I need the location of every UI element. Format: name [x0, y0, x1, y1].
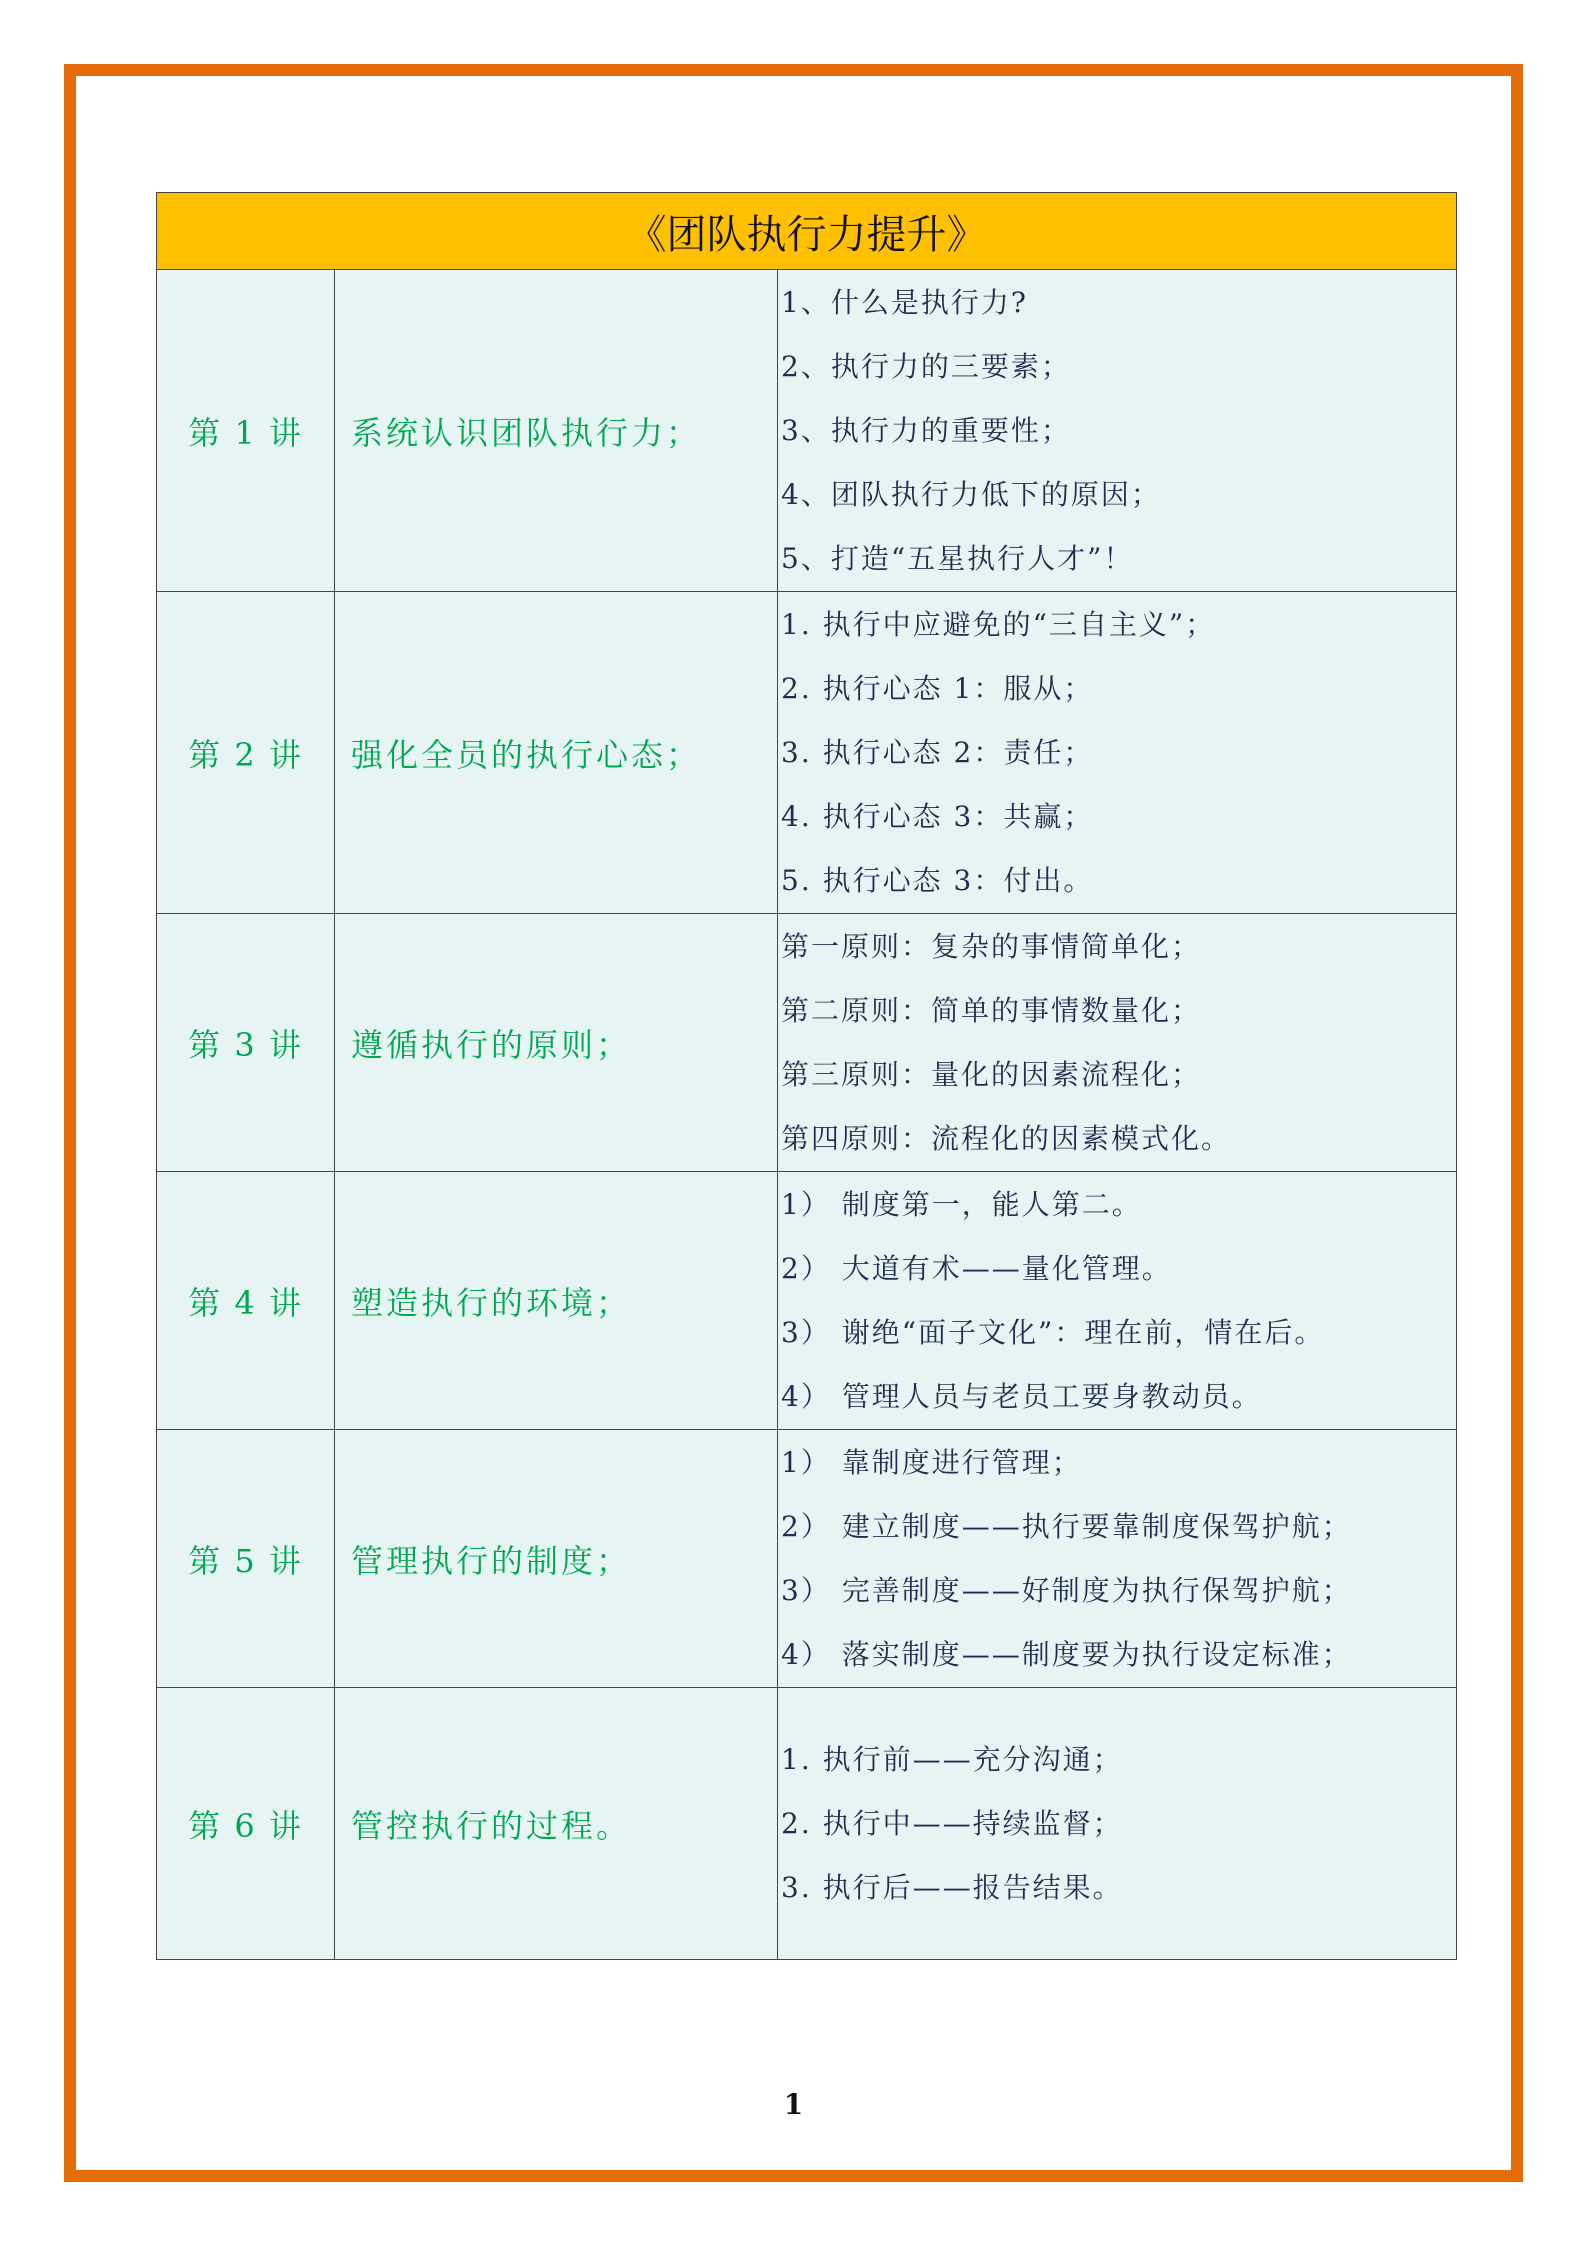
lecture-topic: 管控执行的过程。 [335, 1688, 778, 1960]
points-list [778, 271, 1456, 591]
points-list [778, 1173, 1456, 1429]
point-item: 4. 执行心态 3：共赢； [781, 799, 1094, 833]
lecture-row [157, 1172, 1457, 1430]
point-item: 2. 执行心态 1：服从； [781, 671, 1094, 705]
lecture-row [157, 914, 1457, 1172]
lecture-topic: 管理执行的制度； [335, 1430, 778, 1688]
point-item: 2） 建立制度——执行要靠制度保驾护航； [781, 1509, 1352, 1543]
point-item: 1. 执行前——充分沟通； [781, 1742, 1123, 1776]
lecture-row [157, 1688, 1457, 1960]
lecture-topic: 塑造执行的环境； [335, 1172, 778, 1430]
point-item: 2. 执行中——持续监督； [781, 1806, 1123, 1840]
point-item: 3. 执行后——报告结果。 [781, 1870, 1123, 1904]
course-outline-table [156, 192, 1457, 1960]
point-item: 1. 执行中应避免的“三自主义”； [781, 607, 1216, 641]
lecture-rows [157, 270, 1457, 1960]
lecture-row [157, 592, 1457, 914]
lecture-points [778, 1172, 1457, 1430]
point-item: 1） 制度第一，能人第二。 [781, 1187, 1142, 1221]
lecture-topic: 强化全员的执行心态； [335, 592, 778, 914]
point-item: 2、执行力的三要素； [781, 349, 1071, 383]
lecture-number: 第 4 讲 [157, 1172, 335, 1430]
lecture-number: 第 6 讲 [157, 1688, 335, 1960]
point-item: 3. 执行心态 2：责任； [781, 735, 1094, 769]
lecture-number: 第 3 讲 [157, 914, 335, 1172]
lecture-points [778, 914, 1457, 1172]
points-list [778, 1431, 1456, 1687]
page-number: 1 [783, 2088, 804, 2121]
lecture-row [157, 270, 1457, 592]
lecture-points [778, 592, 1457, 914]
lecture-topic: 遵循执行的原则； [335, 914, 778, 1172]
lecture-topic: 系统认识团队执行力； [335, 270, 778, 592]
lecture-points [778, 1430, 1457, 1688]
lecture-number: 第 5 讲 [157, 1430, 335, 1688]
point-item: 1、什么是执行力? [781, 285, 1028, 319]
point-item: 第二原则：简单的事情数量化； [781, 993, 1202, 1027]
point-item: 4、团队执行力低下的原因； [781, 477, 1161, 511]
point-item: 4） 管理人员与老员工要身教动员。 [781, 1379, 1262, 1413]
lecture-number: 第 1 讲 [157, 270, 335, 592]
title-row [157, 193, 1457, 270]
point-item: 第一原则：复杂的事情简单化； [781, 929, 1202, 963]
document-title: 《团队执行力提升》 [157, 193, 1457, 270]
point-item: 5、打造“五星执行人才”！ [781, 541, 1134, 575]
point-item: 4） 落实制度——制度要为执行设定标准； [781, 1637, 1352, 1671]
point-item: 1） 靠制度进行管理； [781, 1445, 1082, 1479]
point-item: 3） 谢绝“面子文化”：理在前，情在后。 [781, 1315, 1325, 1349]
points-list [778, 593, 1456, 913]
point-item: 5. 执行心态 3：付出。 [781, 863, 1094, 897]
point-item: 第四原则：流程化的因素模式化。 [781, 1121, 1232, 1155]
lecture-row [157, 1430, 1457, 1688]
point-item: 3、执行力的重要性； [781, 413, 1071, 447]
points-list [778, 1728, 1456, 1920]
point-item: 第三原则：量化的因素流程化； [781, 1057, 1202, 1091]
points-list [778, 915, 1456, 1171]
lecture-number: 第 2 讲 [157, 592, 335, 914]
point-item: 2） 大道有术——量化管理。 [781, 1251, 1172, 1285]
lecture-points [778, 270, 1457, 592]
lecture-points [778, 1688, 1457, 1960]
point-item: 3） 完善制度——好制度为执行保驾护航； [781, 1573, 1352, 1607]
